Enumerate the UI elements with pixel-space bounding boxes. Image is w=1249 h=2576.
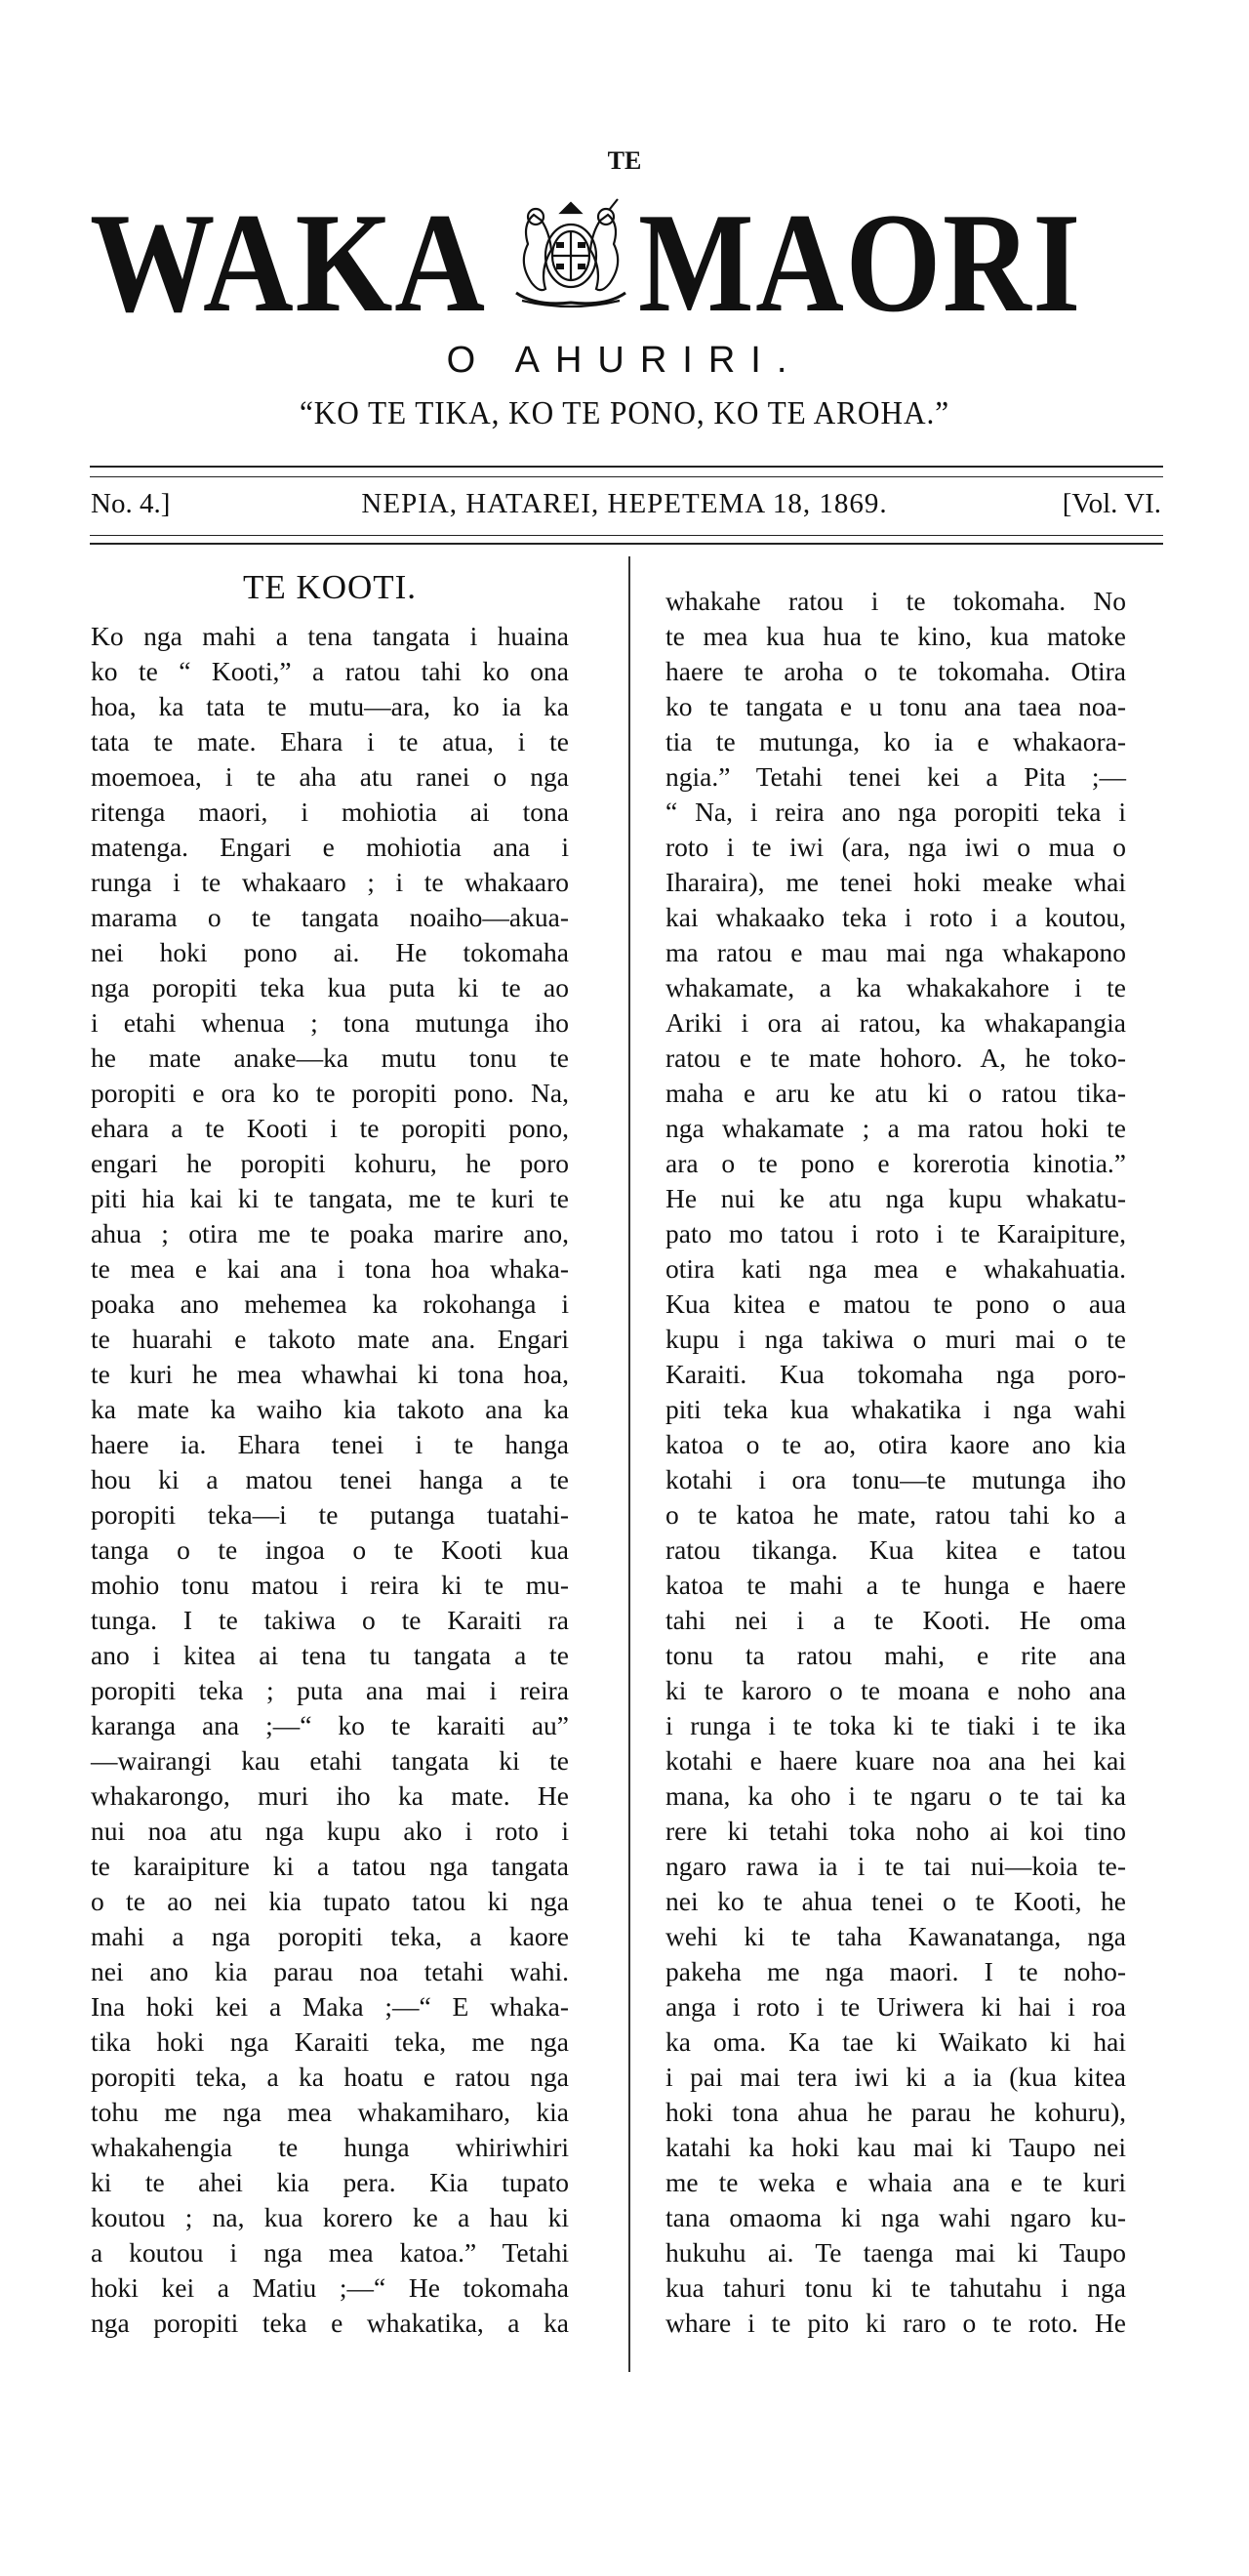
text-line: o te katoa he mate, ratou tahi ko a (665, 1499, 1126, 1530)
text-line: poropiti teka ; puta ana mai i reira (91, 1675, 569, 1705)
text-line: ehara a te Kooti i te poropiti pono, (91, 1113, 569, 1143)
text-line: whakarongo, muri iho ka mate. He (91, 1780, 569, 1811)
text-line: He nui ke atu nga kupu whakatu- (665, 1183, 1126, 1213)
text-line: ano i kitea ai tena tu tangata a te (91, 1640, 569, 1670)
text-line: engari he poropiti kohuru, he poro (91, 1148, 569, 1178)
text-line: anga i roto i te Uriwera ki hai i roa (665, 1991, 1126, 2022)
text-line: whakahe ratou i te tokomaha. No (665, 586, 1126, 616)
article-heading: TE KOOTI. (242, 568, 418, 606)
text-line: “ Na, i reira ano nga poropiti teka i (665, 797, 1126, 827)
text-line: te mea kua hua te kino, kua matoke (665, 621, 1126, 651)
text-line: ko te tangata e u tonu ana taea noa- (665, 691, 1126, 721)
text-line: i pai mai tera iwi ki a ia (kua kitea (665, 2062, 1126, 2092)
text-line: whare i te pito ki raro o te roto. He (665, 2308, 1126, 2338)
text-line: whakamate, a ka whakakahore i te (665, 972, 1126, 1002)
text-line: i etahi whenua ; tona mutunga iho (91, 1007, 569, 1038)
text-line: poropiti teka—i te putanga tuatahi- (91, 1499, 569, 1530)
text-line: pakeha me nga maori. I te noho- (665, 1956, 1126, 1986)
text-line: koutou ; na, kua korero ke a hau ki (91, 2202, 569, 2232)
text-line: ko te “ Kooti,” a ratou tahi ko ona (91, 656, 569, 686)
text-line: te kuri he mea whawhai ki tona hoa, (91, 1359, 569, 1389)
text-line: kotahi e haere kuare noa ana hei kai (665, 1745, 1126, 1776)
issue-volume: [Vol. VI. (1062, 488, 1161, 519)
text-line: whakahengia te hunga whiriwhiri (91, 2132, 569, 2162)
header-rule (90, 543, 1163, 545)
text-line: kupu i nga takiwa o muri mai o te (665, 1324, 1126, 1354)
text-line: poropiti teka, a ka hoatu e ratou nga (91, 2062, 569, 2092)
text-line: —wairangi kau etahi tangata ki te (91, 1745, 569, 1776)
text-line: ngia.” Tetahi tenei kei a Pita ;— (665, 761, 1126, 792)
header-rule (90, 466, 1163, 468)
text-line: Ariki i ora ai ratou, ka whakapangia (665, 1007, 1126, 1038)
text-line: moemoea, i te aha atu ranei o nga (91, 761, 569, 792)
text-line: poaka ano mehemea ka rokohanga i (91, 1288, 569, 1319)
text-line: katoa o te ao, otira kaore ano kia (665, 1429, 1126, 1459)
text-line: piti teka kua whakatika i nga wahi (665, 1394, 1126, 1424)
text-line: tohu me nga mea whakamiharo, kia (91, 2097, 569, 2127)
text-line: haere ia. Ehara tenei i te hanga (91, 1429, 569, 1459)
text-line: ki te karoro o te moana e noho ana (665, 1675, 1126, 1705)
text-line: mohio tonu matou i reira ki te mu- (91, 1570, 569, 1600)
text-line: nga poropiti teka kua puta ki te ao (91, 972, 569, 1002)
text-line: Iharaira), me tenei hoki meake whai (665, 867, 1126, 897)
text-line: a koutou i nga mea katoa.” Tetahi (91, 2237, 569, 2268)
text-line: ngaro rawa ia i te tai nui—koia te- (665, 1851, 1126, 1881)
text-line: hukuhu ai. Te taenga mai ki Taupo (665, 2237, 1126, 2268)
text-line: tanga o te ingoa o te Kooti kua (91, 1534, 569, 1565)
text-line: tika hoki nga Karaiti teka, me nga (91, 2026, 569, 2057)
text-line: i runga i te toka ki te tiaki i te ika (665, 1710, 1126, 1740)
masthead-subtitle: O AHURIRI. (446, 340, 803, 381)
text-line: marama o te tangata noaiho—akua- (91, 902, 569, 932)
text-line: tonu ta ratou mahi, e rite ana (665, 1640, 1126, 1670)
text-line: otira kati nga mea e whakahuatia. (665, 1253, 1126, 1284)
issue-number: No. 4.] (91, 488, 171, 519)
text-line: Ina hoki kei a Maka ;—“ E whaka- (91, 1991, 569, 2022)
text-line: hoa, ka tata te mutu—ara, ko ia ka (91, 691, 569, 721)
royal-coat-of-arms-icon (503, 195, 639, 312)
header-rule (90, 535, 1163, 536)
text-line: matenga. Engari e mohiotia ana i (91, 832, 569, 862)
text-line: rere ki tetahi toka noho ai koi tino (665, 1816, 1126, 1846)
text-line: nga poropiti teka e whakatika, a ka (91, 2308, 569, 2338)
text-line: kua tahuri tonu ki te tahutahu i nga (665, 2272, 1126, 2303)
text-line: Karaiti. Kua tokomaha nga poro- (665, 1359, 1126, 1389)
text-line: pato mo tatou i roto i te Karaipiture, (665, 1218, 1126, 1248)
text-line: tunga. I te takiwa o te Karaiti ra (91, 1605, 569, 1635)
text-line: ki te ahei kia pera. Kia tupato (91, 2167, 569, 2197)
text-line: hou ki a matou tenei hanga a te (91, 1464, 569, 1494)
text-line: nei ano kia parau noa tetahi wahi. (91, 1956, 569, 1986)
text-line: ahua ; otira me te poaka marire ano, (91, 1218, 569, 1248)
text-line: mana, ka oho i te ngaru o te tai ka (665, 1780, 1126, 1811)
text-line: maha e aru ke atu ki o ratou tika- (665, 1078, 1126, 1108)
text-line: kotahi i ora tonu—te mutunga iho (665, 1464, 1126, 1494)
masthead-title-maori: MAORI (638, 184, 1082, 342)
masthead-pre-title: TE (607, 146, 642, 175)
text-line: ka mate ka waiho kia takoto ana ka (91, 1394, 569, 1424)
text-line: te huarahi e takoto mate ana. Engari (91, 1324, 569, 1354)
text-line: nga whakamate ; a ma ratou hoki te (665, 1113, 1126, 1143)
text-line: ara o te pono e korerotia kinotia.” (665, 1148, 1126, 1178)
column-divider (628, 556, 630, 2372)
text-line: karanga ana ;—“ ko te karaiti au” (91, 1710, 569, 1740)
text-line: ka oma. Ka tae ki Waikato ki hai (665, 2026, 1126, 2057)
text-line: wehi ki te taha Kawanatanga, nga (665, 1921, 1126, 1951)
text-line: Ko nga mahi a tena tangata i huaina (91, 621, 569, 651)
text-line: katoa te mahi a te hunga e haere (665, 1570, 1126, 1600)
masthead-title-waka: WAKA (90, 184, 487, 342)
text-line: ritenga maori, i mohiotia ai tona (91, 797, 569, 827)
text-line: runga i te whakaaro ; i te whakaaro (91, 867, 569, 897)
text-line: haere te aroha o te tokomaha. Otira (665, 656, 1126, 686)
masthead-motto: “KO TE TIKA, KO TE PONO, KO TE AROHA.” (299, 395, 950, 431)
text-line: tana omaoma ki nga wahi ngaro ku- (665, 2202, 1126, 2232)
text-line: hoki tona ahua he parau he kohuru), (665, 2097, 1126, 2127)
text-line: tia te mutunga, ko ia e whakaora- (665, 726, 1126, 756)
text-line: nei hoki pono ai. He tokomaha (91, 937, 569, 967)
text-line: ratou tikanga. Kua kitea e tatou (665, 1534, 1126, 1565)
header-rule (90, 476, 1163, 477)
text-line: piti hia kai ki te tangata, me te kuri te (91, 1183, 569, 1213)
text-line: nei ko te ahua tenei o te Kooti, he (665, 1886, 1126, 1916)
text-line: Kua kitea e matou te pono o aua (665, 1288, 1126, 1319)
text-line: nui noa atu nga kupu ako i roto i (91, 1816, 569, 1846)
text-line: ma ratou e mau mai nga whakapono (665, 937, 1126, 967)
text-line: hoki kei a Matiu ;—“ He tokomaha (91, 2272, 569, 2303)
text-line: he mate anake—ka mutu tonu te (91, 1043, 569, 1073)
text-line: kai whakaako teka i roto i a koutou, (665, 902, 1126, 932)
text-line: tahi nei i a te Kooti. He oma (665, 1605, 1126, 1635)
article-column-left (91, 619, 569, 2341)
text-line: ratou e te mate hohoro. A, he toko- (665, 1043, 1126, 1073)
issue-place-date: NEPIA, HATAREI, HEPETEMA 18, 1869. (361, 488, 888, 519)
text-line: me te weka e whaia ana e te kuri (665, 2167, 1126, 2197)
article-column-right (665, 584, 1126, 2341)
text-line: mahi a nga poropiti teka, a kaore (91, 1921, 569, 1951)
text-line: te mea e kai ana i tona hoa whaka- (91, 1253, 569, 1284)
text-line: o te ao nei kia tupato tatou ki nga (91, 1886, 569, 1916)
text-line: katahi ka hoki kau mai ki Taupo nei (665, 2132, 1126, 2162)
text-line: te karaipiture ki a tatou nga tangata (91, 1851, 569, 1881)
text-line: roto i te iwi (ara, nga iwi o mua o (665, 832, 1126, 862)
text-line: tata te mate. Ehara i te atua, i te (91, 726, 569, 756)
text-line: poropiti e ora ko te poropiti pono. Na, (91, 1078, 569, 1108)
